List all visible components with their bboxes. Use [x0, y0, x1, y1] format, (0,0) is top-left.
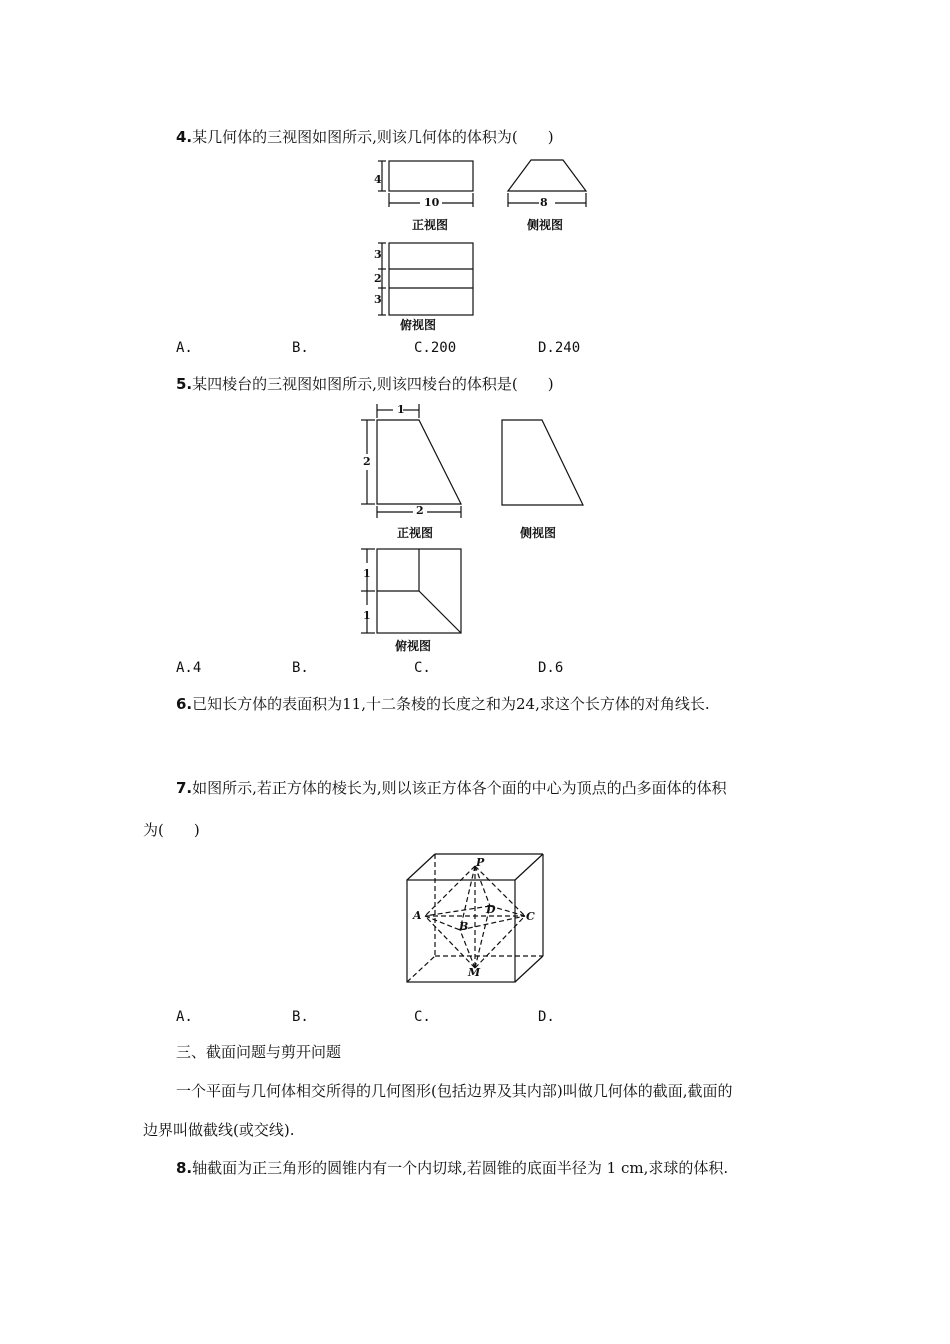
q5-dim-top: 1	[397, 403, 405, 416]
q7-label-a: A	[413, 909, 422, 922]
q7-label-c: C	[526, 910, 535, 923]
q4-side-caption: 侧视图	[527, 218, 564, 232]
q5-option-a: A.4	[176, 660, 202, 676]
section3-para-line2: 边界叫做截线(或交线).	[143, 1121, 295, 1139]
q4-top-caption: 俯视图	[400, 318, 437, 332]
q5-side-view	[495, 415, 595, 515]
q5-top-caption: 俯视图	[395, 639, 432, 653]
q4-dim-side: 8	[540, 196, 548, 209]
q4-number: 4.	[176, 128, 193, 146]
q7-option-b: B.	[292, 1009, 309, 1025]
q7-option-d: D.	[538, 1009, 555, 1025]
q4-option-b: B.	[292, 340, 309, 356]
q7-number: 7.	[176, 779, 193, 797]
q8-question	[176, 1158, 728, 1178]
q4-dim-top-2: 2	[374, 272, 382, 285]
q7-text-line1: 如图所示,若正方体的棱长为,则以该正方体各个面的中心为顶点的凸多面体的体积	[192, 779, 727, 797]
q6-text: 已知长方体的表面积为11,十二条棱的长度之和为24,求这个长方体的对角线长.	[192, 695, 710, 713]
q7-option-c: C.	[414, 1009, 431, 1025]
q4-dim-top-3: 3	[374, 293, 382, 306]
q5-text: 某四棱台的三视图如图所示,则该四棱台的体积是( )	[192, 375, 554, 393]
q7-question-line1	[176, 778, 727, 798]
q5-option-c: C.	[414, 660, 431, 676]
q4-dim-height: 4	[374, 173, 382, 186]
q4-option-a: A.	[176, 340, 193, 356]
q5-option-d: D.6	[538, 660, 564, 676]
q7-label-b: B	[459, 920, 469, 933]
q5-number: 5.	[176, 375, 193, 393]
q6-question	[176, 694, 710, 714]
q4-option-c: C.200	[414, 340, 457, 356]
q7-option-a: A.	[176, 1009, 193, 1025]
q7-label-d: D	[486, 903, 496, 916]
q5-front-view	[355, 400, 475, 520]
q5-option-b: B.	[292, 660, 309, 676]
q5-dim-v2: 1	[363, 609, 371, 622]
q4-question	[176, 127, 554, 147]
q5-front-caption: 正视图	[397, 526, 434, 540]
q7-text-line2: 为( )	[143, 821, 200, 839]
q7-label-m: M	[468, 966, 481, 979]
q4-dim-top-1: 3	[374, 248, 382, 261]
q8-text: 轴截面为正三角形的圆锥内有一个内切球,若圆锥的底面半径为 1 cm,求球的体积.	[192, 1159, 729, 1177]
q4-side-view	[505, 155, 595, 225]
q6-number: 6.	[176, 695, 193, 713]
q4-option-d: D.240	[538, 340, 581, 356]
q5-top-view	[355, 545, 475, 640]
q4-dim-width: 10	[424, 196, 440, 209]
q5-dim-bottom: 2	[416, 504, 424, 517]
q5-dim-height: 2	[363, 455, 371, 468]
q4-text: 某几何体的三视图如图所示,则该几何体的体积为( )	[192, 128, 554, 146]
q7-label-p: P	[476, 856, 485, 869]
section3-heading: 三、截面问题与剪开问题	[176, 1043, 342, 1061]
q4-front-caption: 正视图	[412, 218, 449, 232]
q5-dim-v1: 1	[363, 567, 371, 580]
q8-number: 8.	[176, 1159, 193, 1177]
section3-para-line1: 一个平面与几何体相交所得的几何图形(包括边界及其内部)叫做几何体的截面,截面的	[176, 1082, 733, 1100]
q5-side-caption: 侧视图	[520, 526, 557, 540]
q5-question	[176, 374, 554, 394]
